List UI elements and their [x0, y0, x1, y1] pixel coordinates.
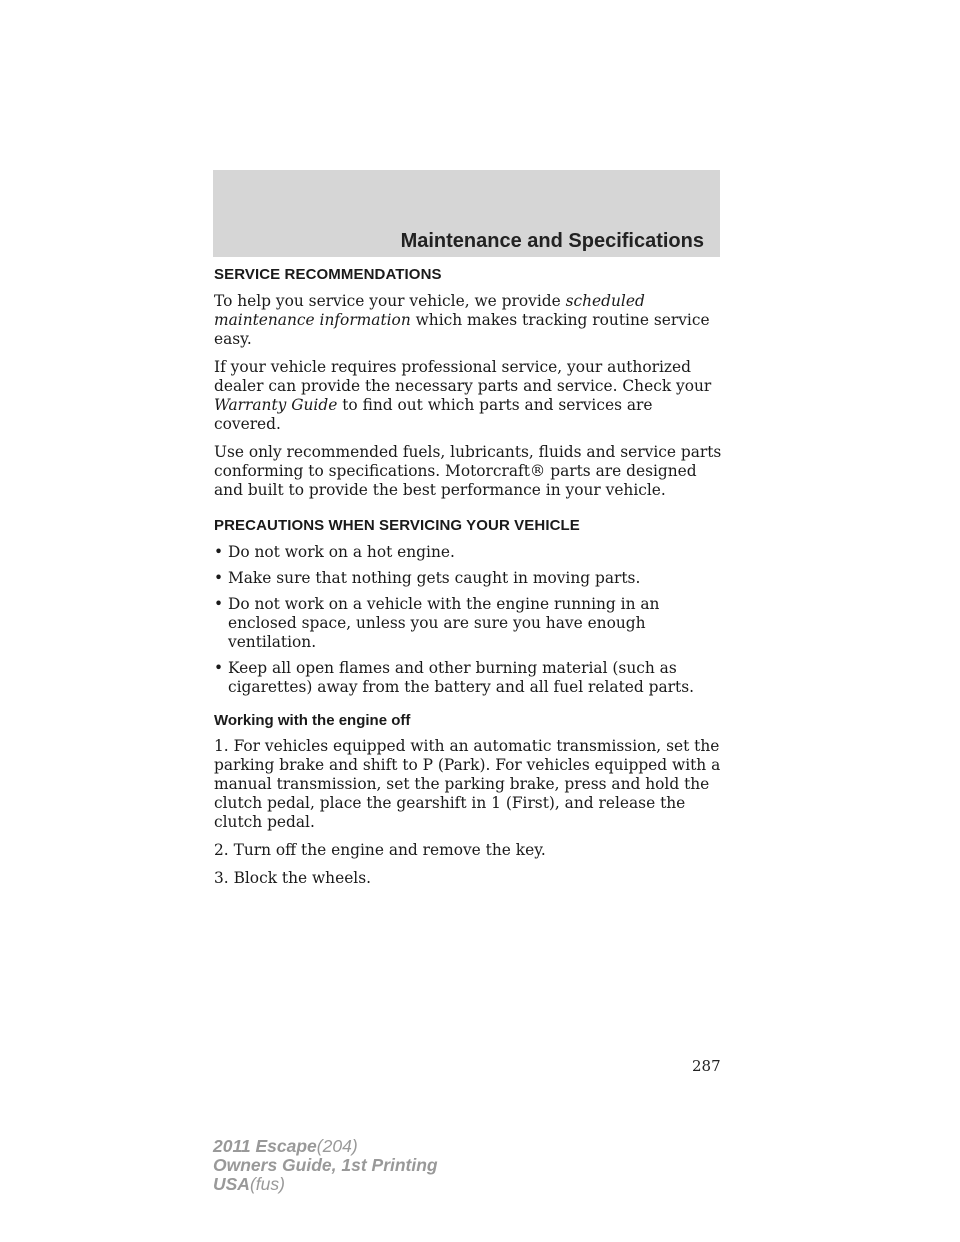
step-2: 2. Turn off the engine and remove the key.	[214, 841, 546, 859]
warranty-guide-emphasis: Warranty Guide	[214, 396, 338, 414]
step-3: 3. Block the wheels.	[214, 869, 372, 887]
service-paragraph-1: To help you service your vehicle, we provide scheduled maintenance information which makes tracking routine service easy.	[214, 292, 710, 348]
list-item: • Keep all open flames and other burning material (such as cigarettes) away from the battery and all fuel related parts.	[214, 659, 695, 696]
precautions-heading: PRECAUTIONS WHEN SERVICING YOUR VEHICLE	[214, 517, 580, 534]
section-header-band	[213, 170, 720, 257]
print-footer	[213, 1137, 438, 1194]
service-recommendations-heading: SERVICE RECOMMENDATIONS	[214, 266, 442, 283]
section-title: Maintenance and Specifications	[400, 230, 704, 252]
bullet: •	[214, 569, 224, 587]
step-1: 1. For vehicles equipped with an automatic transmission, set the parking brake and shift to P (Park). For vehicles equipped with a manual transmission, set the parking brake, press and hold the clutch pedal, place the gearshift in 1 (First), and release the clutch pedal.	[214, 737, 721, 831]
footer-line-2: Owners Guide, 1st Printing	[213, 1155, 438, 1175]
scheduled-maintenance-emphasis: scheduled maintenance information	[214, 292, 645, 329]
page-number: 287	[692, 1057, 721, 1075]
service-paragraph-2: If your vehicle requires professional service, your authorized dealer can provide the necessary parts and service. Check your Warranty Guide to find out which parts and services are covered.	[214, 358, 712, 433]
bullet: •	[214, 659, 224, 677]
list-item: • Do not work on a vehicle with the engine running in an enclosed space, unless you are sure you have enough ventilation.	[214, 595, 660, 651]
precautions-list	[214, 543, 722, 697]
footer-line-3: USA(fus)	[213, 1174, 285, 1194]
bullet: •	[214, 543, 224, 561]
list-item: • Make sure that nothing gets caught in moving parts.	[214, 569, 641, 587]
service-paragraph-3: Use only recommended fuels, lubricants, fluids and service parts conforming to specifications. Motorcraft® parts are designed and built to provide the best performance in your vehicle.	[214, 443, 722, 499]
engine-off-heading: Working with the engine off	[214, 712, 411, 729]
list-item: • Do not work on a hot engine.	[214, 543, 455, 561]
footer-line-1: 2011 Escape(204)	[213, 1136, 358, 1156]
page-content	[214, 265, 722, 897]
bullet: •	[214, 595, 224, 613]
